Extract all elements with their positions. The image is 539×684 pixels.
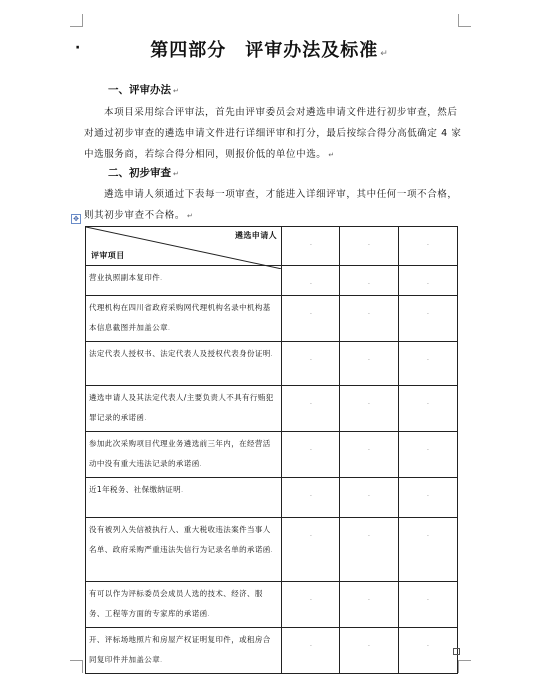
review-item-cell: 没有被列入失信被执行人、重大税收违法案件当事人名单、政府采购严重违法失信行为记录名单的承诺函. [86,518,282,582]
table-row [86,432,458,478]
page-title-text: 第四部分 评审办法及标准 [150,40,379,61]
paragraph-mark-icon: ↵ [380,49,389,59]
section-heading-text: 二、初步审查 [108,167,171,179]
header-review-item: 评审项目 [91,251,125,260]
paragraph-mark-icon: ↵ [173,87,179,95]
crop-mark-top-right [458,14,471,27]
table-cell[interactable]: . [340,266,399,296]
table-row [86,582,458,628]
table-cell[interactable]: . [399,478,458,518]
table-cell[interactable]: . [282,478,340,518]
table-header-row [86,227,458,266]
table-cell[interactable]: . [399,628,458,674]
table-cell[interactable]: . [340,386,399,432]
review-item-cell: 开、评标场地照片和房屋产权证明复印件，或租房合同复印件并加盖公章. [86,628,282,674]
table-cell[interactable]: . [282,227,340,266]
table-row [86,296,458,342]
crop-mark-bottom-left [70,660,83,673]
crop-mark-top-left [70,14,83,27]
page-title [0,36,539,62]
table-cell[interactable]: . [399,386,458,432]
table-cell[interactable]: . [340,628,399,674]
table-row [86,628,458,674]
table-cell[interactable]: . [282,432,340,478]
paragraph-mark-icon: ↵ [187,212,194,220]
table-cell[interactable]: . [399,432,458,478]
table-cell[interactable]: . [282,582,340,628]
table-cell[interactable]: . [282,266,340,296]
paragraph-mark-icon: ↵ [173,170,179,178]
table-cell[interactable]: . [340,342,399,386]
section-heading-preliminary-review [108,165,179,180]
table-cell[interactable]: . [399,266,458,296]
section-heading-review-method [108,82,179,97]
table-cell[interactable]: . [340,432,399,478]
table-cell[interactable]: . [282,296,340,342]
section-heading-text: 一、评审办法 [108,84,171,96]
review-method-paragraph [84,102,464,166]
table-cell[interactable]: . [340,296,399,342]
table-cell[interactable]: . [399,582,458,628]
table-row [86,266,458,296]
diagonal-header-cell [86,227,282,266]
table-cell[interactable]: . [340,518,399,582]
table-cell[interactable]: . [282,518,340,582]
table-move-handle-icon[interactable]: ✥ [71,214,81,224]
paragraph-text: 遴选申请人须通过下表每一项审查，才能进入详细评审，其中任何一项不合格，则其初步审查不合格。 [84,189,458,221]
table-cell[interactable]: . [340,227,399,266]
table-cell[interactable]: . [399,518,458,582]
table-cell[interactable]: . [399,342,458,386]
table-cell[interactable]: . [282,628,340,674]
review-item-cell: 有可以作为评标委员会成员人选的技术、经济、服务、工程等方面的专家库的承诺函. [86,582,282,628]
table-cell[interactable]: . [282,342,340,386]
crop-mark-bottom-right [458,660,471,673]
table-cell[interactable]: . [399,296,458,342]
review-item-cell: 代理机构在四川省政府采购网代理机构名录中机构基本信息截图并加盖公章. [86,296,282,342]
header-applicant: 遴选申请人 [235,231,277,240]
review-item-cell: 营业执照副本复印件. [86,266,282,296]
bullet-marker: · [75,40,81,56]
review-item-cell: 遴选申请人及其法定代表人/主要负责人不具有行贿犯罪记录的承诺函. [86,386,282,432]
paragraph-text: 本项目采用综合评审法，首先由评审委员会对遴选申请文件进行初步审查，然后对通过初步审查的遴选申请文件进行详细评审和打分，最后按综合得分高低确定 4 家中选服务商，若综合得分相同，则报价低的单位中选。 [84,107,462,160]
review-item-cell: 近1年税务、社保缴纳证明. [86,478,282,518]
table-row [86,518,458,582]
table-row [86,386,458,432]
table-row [86,342,458,386]
table-cell[interactable]: . [340,478,399,518]
paragraph-mark-icon: ↵ [328,151,335,159]
review-item-cell: 法定代表人授权书、法定代表人及授权代表身份证明. [86,342,282,386]
table-cell[interactable]: . [399,227,458,266]
table-cell[interactable]: . [340,582,399,628]
preliminary-review-table [85,226,458,674]
review-item-cell: 参加此次采购项目代理业务遴选前三年内，在经营活动中没有重大违法记录的承诺函. [86,432,282,478]
table-cell[interactable]: . [282,386,340,432]
table-row [86,478,458,518]
table-resize-handle-icon[interactable] [453,648,460,655]
preliminary-review-paragraph [84,184,464,227]
